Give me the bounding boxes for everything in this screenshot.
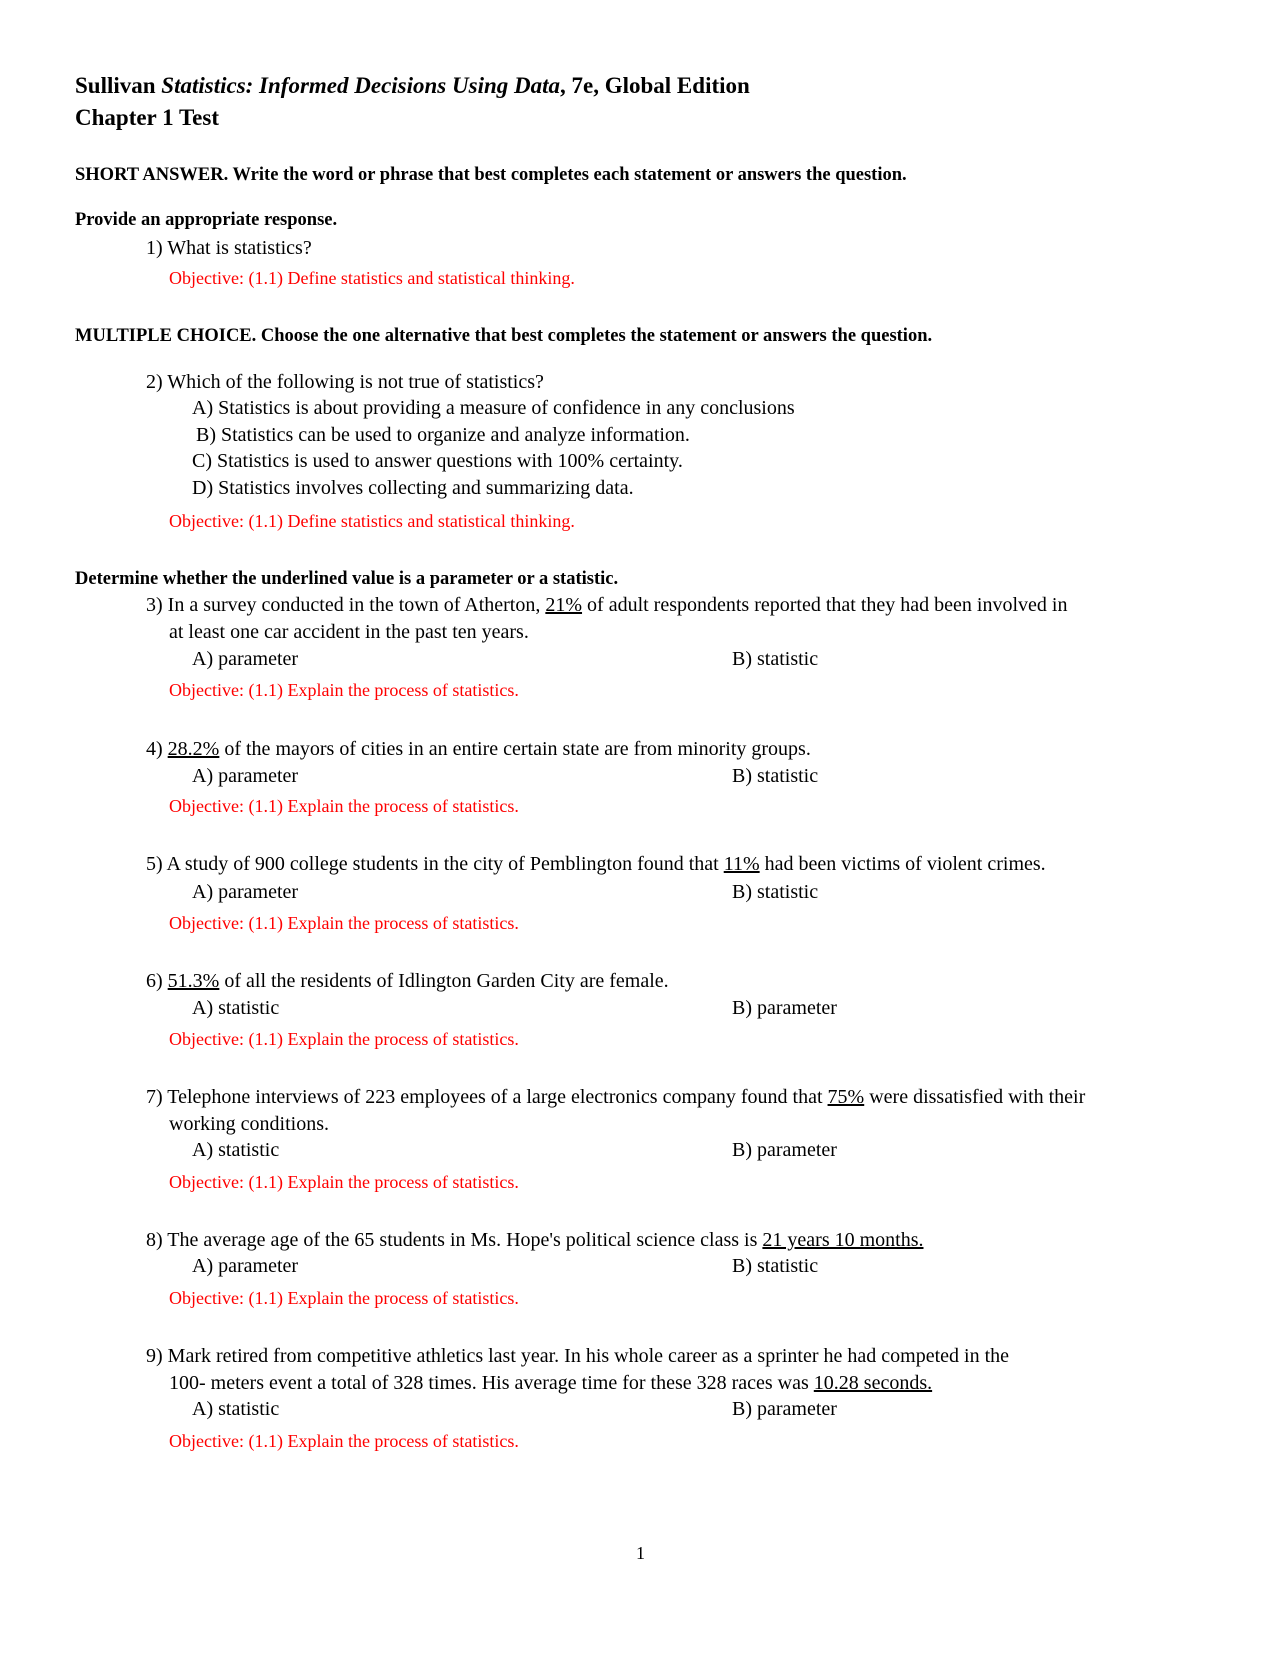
short-answer-instructions: SHORT ANSWER. Write the word or phrase that best completes each statement or answers the question. <box>75 165 907 185</box>
question-7-cont: working conditions. <box>169 1113 329 1135</box>
q3-option-a: A) parameter <box>192 648 299 670</box>
question-5: 5) A study of 900 college students in the city of Pemblington found that 11% had been victims of violent crimes. <box>146 853 1046 875</box>
q7-option-a: A) statistic <box>192 1139 280 1161</box>
q6-option-a: A) statistic <box>192 997 280 1019</box>
question-7: 7) Telephone interviews of 223 employees of a large electronics company found that 75% were dissatisfied with their <box>146 1086 1086 1108</box>
book-title-line: Sullivan Statistics: Informed Decisions Using Data, 7e, Global Edition <box>75 73 750 98</box>
objective: Objective: (1.1) Explain the process of statistics. <box>169 1431 519 1451</box>
chapter-title: Chapter 1 Test <box>75 105 219 130</box>
question-2: 2) Which of the following is not true of statistics? <box>146 371 544 393</box>
underlined-value: 75% <box>827 1086 865 1108</box>
objective: Objective: (1.1) Explain the process of statistics. <box>169 680 519 700</box>
provide-heading: Provide an appropriate response. <box>75 210 338 230</box>
objective: Objective: (1.1) Explain the process of statistics. <box>169 796 519 816</box>
q5-option-b: B) statistic <box>732 881 819 903</box>
q4-option-a: A) parameter <box>192 765 299 787</box>
multiple-choice-instructions: MULTIPLE CHOICE. Choose the one alternative that best completes the statement or answers the question. <box>75 326 933 346</box>
question-4: 4) 28.2% of the mayors of cities in an entire certain state are from minority groups. <box>146 738 811 760</box>
q9-option-a: A) statistic <box>192 1398 280 1420</box>
q2-option-a: A) Statistics is about providing a measure of confidence in any conclusions <box>192 397 795 419</box>
page-number: 1 <box>636 1543 645 1563</box>
q2-option-b: B) Statistics can be used to organize and analyze information. <box>196 424 690 446</box>
question-9: 9) Mark retired from competitive athletics last year. In his whole career as a sprinter he had competed in the <box>146 1345 1010 1367</box>
question-3: 3) In a survey conducted in the town of Atherton, 21% of adult respondents reported that they had been involved in <box>146 594 1068 616</box>
underlined-value: 10.28 seconds. <box>813 1372 933 1394</box>
underlined-value: 51.3% <box>167 970 220 992</box>
objective: Objective: (1.1) Explain the process of statistics. <box>169 1029 519 1049</box>
q6-option-b: B) parameter <box>732 997 837 1019</box>
q5-option-a: A) parameter <box>192 881 299 903</box>
question-1: 1) What is statistics? <box>146 237 312 259</box>
q4-option-b: B) statistic <box>732 765 819 787</box>
question-8: 8) The average age of the 65 students in Ms. Hope's political science class is 21 years 10 months. <box>146 1229 924 1251</box>
q7-option-b: B) parameter <box>732 1139 837 1161</box>
q8-option-a: A) parameter <box>192 1255 299 1277</box>
determine-heading: Determine whether the underlined value is a parameter or a statistic. <box>75 569 619 589</box>
q2-option-c: C) Statistics is used to answer questions with 100% certainty. <box>192 450 683 472</box>
q2-option-d: D) Statistics involves collecting and summarizing data. <box>192 477 634 499</box>
underlined-value: 21% <box>545 594 583 616</box>
underlined-value: 21 years 10 months. <box>762 1229 924 1251</box>
objective: Objective: (1.1) Explain the process of statistics. <box>169 1288 519 1308</box>
q3-option-b: B) statistic <box>732 648 819 670</box>
question-6: 6) 51.3% of all the residents of Idlington Garden City are female. <box>146 970 669 992</box>
underlined-value: 28.2% <box>167 738 220 760</box>
underlined-value: 11% <box>723 853 760 875</box>
question-3-cont: at least one car accident in the past ten years. <box>169 621 529 643</box>
objective: Objective: (1.1) Explain the process of statistics. <box>169 1172 519 1192</box>
q8-option-b: B) statistic <box>732 1255 819 1277</box>
question-9-cont: 100- meters event a total of 328 times. His average time for these 328 races was 10.28 seconds. <box>169 1372 933 1394</box>
q9-option-b: B) parameter <box>732 1398 837 1420</box>
objective: Objective: (1.1) Define statistics and statistical thinking. <box>169 268 575 288</box>
objective: Objective: (1.1) Explain the process of statistics. <box>169 913 519 933</box>
objective: Objective: (1.1) Define statistics and statistical thinking. <box>169 511 575 531</box>
